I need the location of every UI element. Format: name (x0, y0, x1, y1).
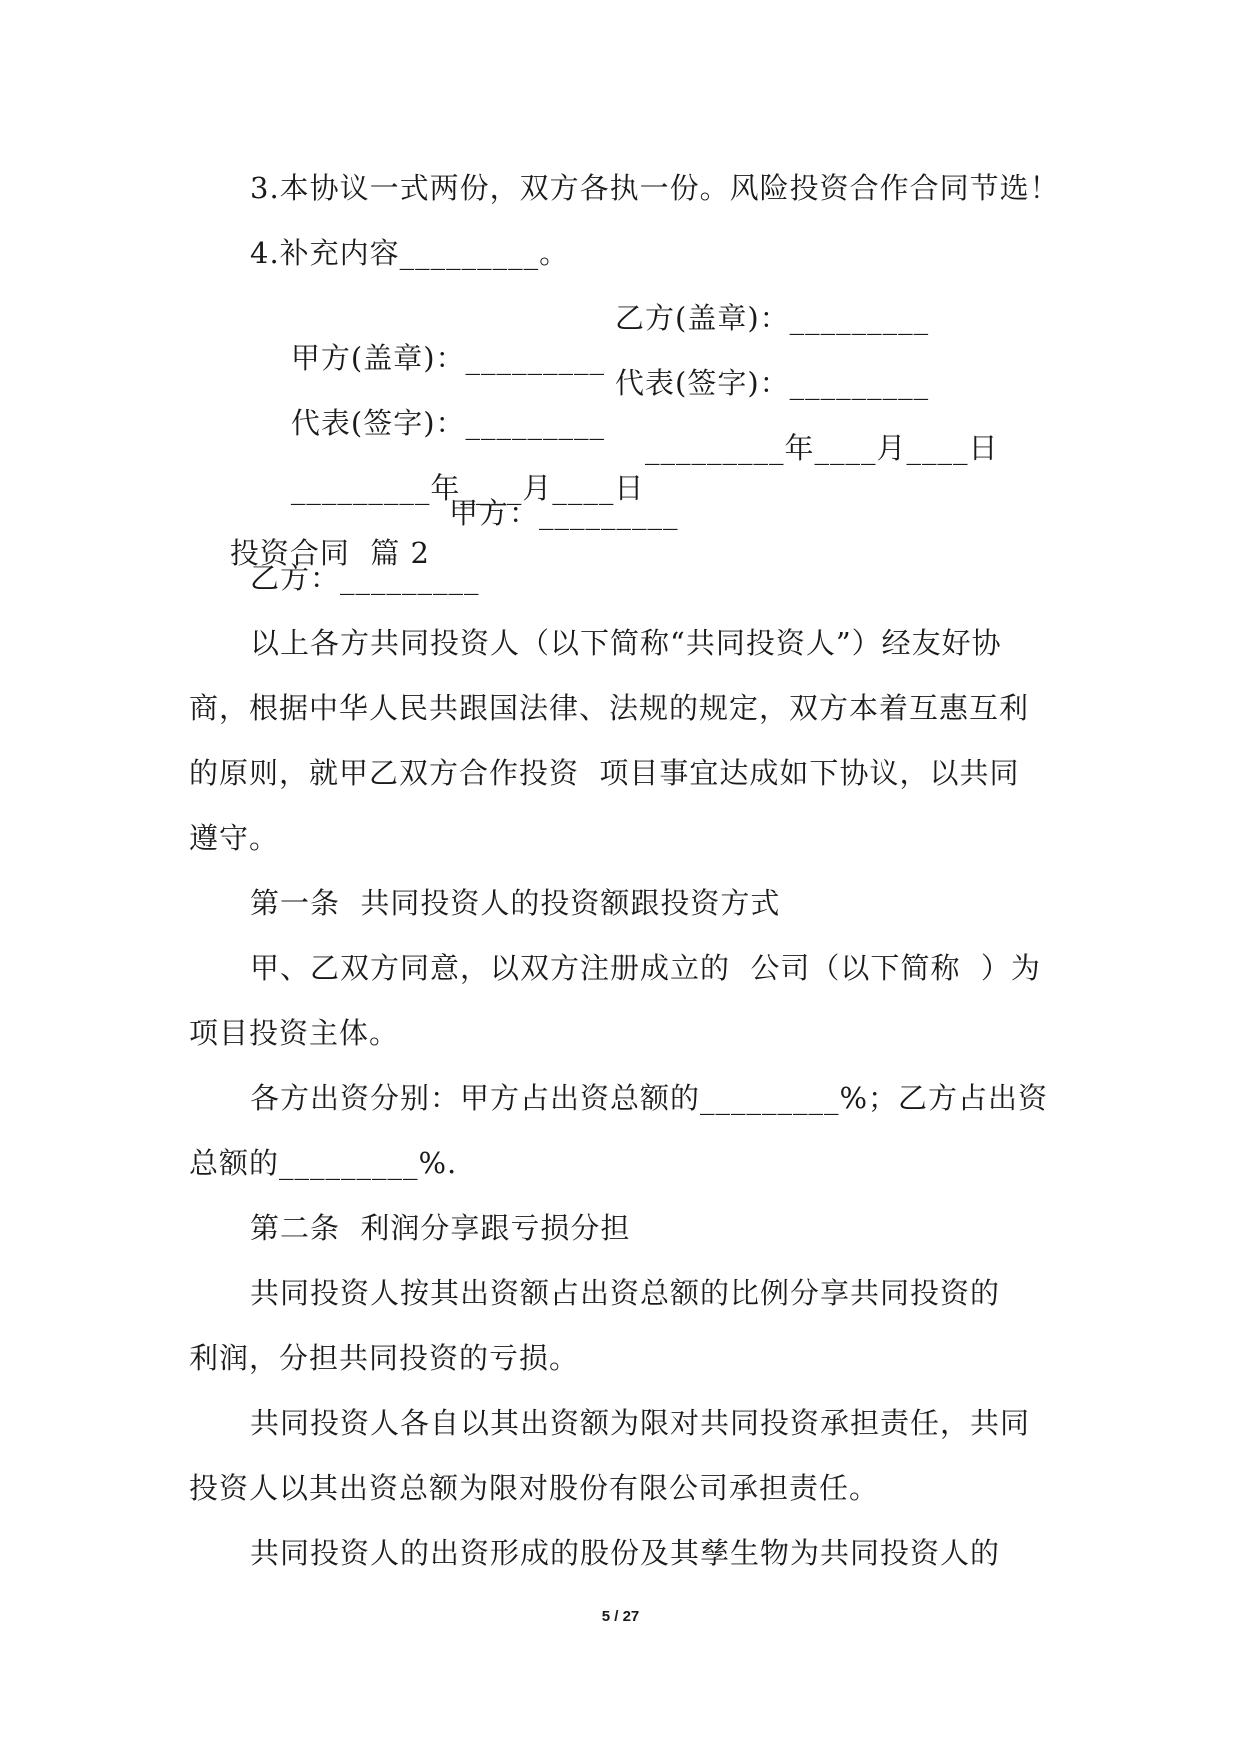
article-1-para-1: 甲、乙双方同意，以双方注册成立的 公司（以下简称 ）为 (250, 951, 1041, 985)
clause-4: 4.补充内容_________。 (250, 236, 570, 270)
article-2-heading: 第二条 利润分享跟亏损分担 (250, 1211, 631, 1245)
date-b: _________年____月____日 (645, 431, 999, 465)
preamble-line-2: 商，根据中华人民共跟国法律、法规的规定，双方本着互惠互利 (189, 691, 1030, 725)
preamble-line-1: 以上各方共同投资人（以下简称“共同投资人”）经友好协 (250, 626, 1002, 660)
article-1-para-1-cont: 项目投资主体。 (189, 1016, 400, 1050)
article-2-para-1-cont: 利润，分担共同投资的亏损。 (189, 1341, 580, 1375)
section-title: 投资合同 篇 2 (229, 536, 430, 570)
page-number: 5 / 27 (601, 1608, 640, 1625)
preamble-line-3: 的原则，就甲乙双方合作投资 项目事宜达成如下协议，以共同 (189, 756, 1020, 790)
article-1-para-2-cont: 总额的_________%. (189, 1146, 458, 1180)
article-2-para-2-cont: 投资人以其出资总额为限对股份有限公司承担责任。 (189, 1471, 880, 1505)
party-b-seal: 乙方(盖章)：_________ (615, 301, 930, 335)
preamble-line-4: 遵守。 (189, 821, 280, 855)
rep-b-sign: 代表(签字)：_________ (615, 366, 930, 400)
article-1-para-2: 各方出资分别：甲方占出资总额的_________%；乙方占出资 (250, 1081, 1049, 1115)
clause-3: 3.本协议一式两份，双方各执一份。风险投资合作合同节选！ (250, 171, 1060, 205)
party-b-line: 乙方：_________ (250, 561, 480, 595)
date-a: _________年____月____日 (290, 471, 645, 505)
party-a-seal: 甲方(盖章)：_________ (290, 341, 606, 375)
article-1-heading: 第一条 共同投资人的投资额跟投资方式 (250, 886, 781, 920)
article-2-para-3: 共同投资人的出资形成的股份及其孳生物为共同投资人的 (250, 1536, 1001, 1570)
article-2-para-2: 共同投资人各自以其出资额为限对共同投资承担责任，共同 (250, 1406, 1031, 1440)
article-2-para-1: 共同投资人按其出资额占出资总额的比例分享共同投资的 (250, 1276, 1001, 1310)
party-a-line: 甲方：_________ (449, 496, 679, 530)
rep-a-sign: 代表(签字)：_________ (290, 406, 606, 440)
